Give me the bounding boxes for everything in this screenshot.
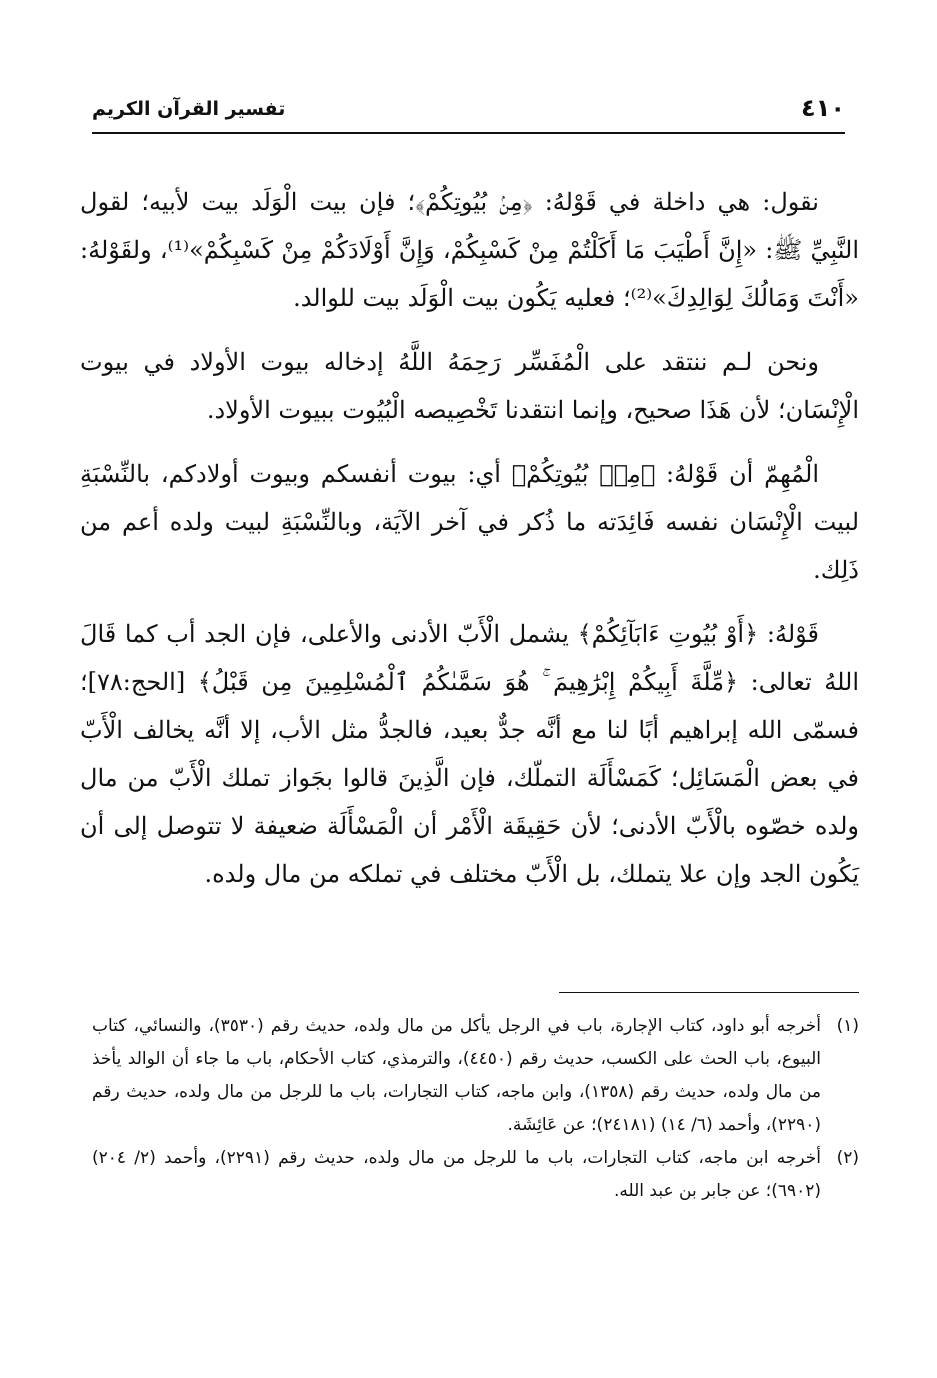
footnote-text: أخرجه أبو داود، كتاب الإجارة، باب في الرجل يأكل من مال ولده، حديث رقم (٣٥٣٠)، والنسائي، كتاب البيوع، باب الحث على الكسب، حديث رقم (٤٤٥٠)، والترمذي، كتاب الأحكام، باب ما جاء أن الوالد يأخذ من مال ولده، حديث رقم (١٣٥٨)، وابن ماجه، كتاب التجارات، باب ما للرجل من مال ولده، حديث رقم (٢٢٩٠)، وأحمد (٦/ ١٤) (٢٤١٨١)؛ عن عَائِشَة. (92, 1016, 822, 1135)
footnote-number: (١) (836, 1016, 859, 1036)
footnote-text: أخرجه ابن ماجه، كتاب التجارات، باب ما للرجل من مال ولده، حديث رقم (٢٢٩١)، وأحمد (٢/ ٢٠٤) (٦٩٠٢)؛ عن جابر بن عبد الله. (92, 1148, 821, 1201)
paragraph-text: نقول: هي داخلة في قَوْلهُ: ﴿مِنۢ بُيُوتِكُمْ﴾؛ فإن بيت الْوَلَد بيت لأبيه؛ لقول النَّبِيِّ ﷺ: «إِنَّ أَطْيَبَ مَا أَكَلْتُمْ مِنْ كَسْبِكُمْ، وَإِنَّ أَوْلَادَكُمْ مِنْ كَسْبِكُمْ»⁽¹⁾، ولقَوْلهُ: «أَنْتَ وَمَالُكَ لِوَالِدِكَ»⁽²⁾؛ فعليه يَكُون بيت الْوَلَد بيت للوالد. (80, 188, 859, 312)
footnote (92, 1010, 859, 1142)
header-rule (92, 132, 845, 134)
page-number: ٤١٠ (801, 94, 845, 122)
paragraph (80, 178, 859, 322)
running-title: تفسير القرآن الكريم (92, 98, 286, 120)
page-header (92, 92, 845, 134)
paragraph-text: الْمُهِمّ أن قَوْلهُ: ﴿مِنۢ بُيُوتِكُمْ﴾ أي: بيوت أنفسكم وبيوت أولادكم، بالنِّسْبَةِ لبيت الْإِنْسَان نفسه فَائِدَته ما ذُكر في آخر الآيَة، وبالنِّسْبَةِ لبيت ولده أعم من ذَلِك. (80, 460, 860, 584)
footnote-separator (559, 992, 859, 993)
paragraph (80, 450, 859, 594)
paragraph-text: قَوْلهُ: ﴿أَوْ بُيُوتِ ءَابَآئِكُمْ﴾ يشمل الْأَبّ الأدنى والأعلى، فإن الجد أب كما قَالَ اللهُ تعالى: ﴿مِّلَّةَ أَبِيكُمْ إِبْرَٰهِيمَ ۚ هُوَ سَمَّىٰكُمُ ٱلْمُسْلِمِينَ مِن قَبْلُ﴾ [الحج:٧٨]؛ فسمّى الله إبراهيم أبًا لنا مع أنَّه جدٌّ بعيد، فالجدُّ مثل الأب، إلا أنَّه يخالف الْأَبّ في بعض الْمَسَائِل؛ كَمَسْأَلَة التملّك، فإن الَّذِينَ قالوا بجَواز تملك الْأَبّ من مال ولده خصّوه بالْأَبّ الأدنى؛ لأن حَقِيقَة الْأَمْر أن الْمَسْأَلَة ضعيفة لا تتوصل إلى أن يَكُون الجد وإن علا يتملك، بل الْأَبّ مختلف في تملكه من مال ولده. (80, 620, 859, 888)
main-text (80, 178, 859, 914)
paragraph-text: ونحن لـم ننتقد على الْمُفَسِّر رَحِمَهُ اللَّهُ إدخاله بيوت الأولاد في بيوت الْإِنْسَان؛ لأن هَذَا صحيح، وإنما انتقدنا تَخْصِيصه الْبُيُوت ببيوت الأولاد. (80, 348, 859, 424)
footnote (92, 1142, 859, 1208)
footnotes (92, 1010, 859, 1208)
paragraph (80, 610, 859, 898)
footnote-number: (٢) (836, 1148, 859, 1168)
paragraph (80, 338, 859, 434)
